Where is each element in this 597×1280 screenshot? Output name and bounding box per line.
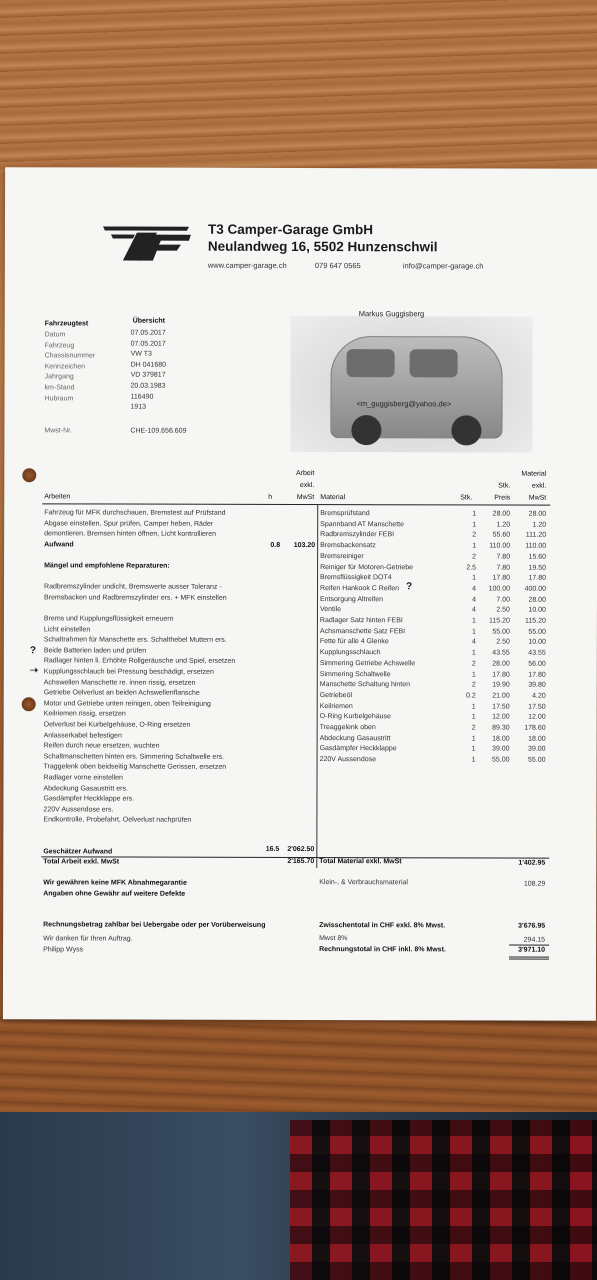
material-price: 43.55 (492, 649, 510, 657)
material-qty: 4 (472, 585, 477, 593)
vat-label: Mwst 8% (319, 935, 348, 943)
material-total: 110.00 (525, 542, 547, 550)
col-arbeit-3: MwSt (296, 493, 315, 502)
col-mat-1: Material (521, 470, 547, 478)
material-price: 18.00 (492, 735, 510, 743)
material-qty: 4 (471, 638, 476, 646)
work-line: Bremsbacken und Radbremszylinder ers. + MFK einstellen (43, 594, 227, 602)
col-arbeiten: Arbeiten (44, 493, 71, 501)
wood-table-top (0, 0, 597, 172)
work-line: Fahrzeug für MFK durchschauen, Bremstest auf Prüfstand (44, 509, 226, 517)
material-name: Spannband AT Manschette (320, 520, 405, 528)
material-price: 7.00 (496, 596, 510, 604)
material-name: Getriebeöl (319, 691, 353, 700)
punch-hole (22, 697, 36, 711)
company-website: www.camper-garage.ch (207, 260, 287, 270)
material-name: Keilriemen (319, 702, 353, 710)
work-line: Endkontrolle, Probefahrt, Oelverlust nachprüfen (43, 816, 192, 825)
material-total: 55.00 (528, 628, 546, 636)
work-amount: 103.20 (293, 541, 316, 549)
thanks-line: Wir danken für Ihren Auftrag. (43, 935, 133, 943)
vehicle-field-label: Chassisnummer (44, 352, 96, 360)
material-price: 100.00 (488, 585, 511, 593)
material-price: 7.80 (496, 553, 511, 561)
material-qty: 1 (471, 713, 476, 721)
van-photo (290, 316, 532, 453)
material-qty: 2 (471, 681, 476, 689)
material-total: 4.20 (532, 692, 546, 700)
wood-table-bottom (0, 1015, 597, 1115)
material-total: 39.00 (528, 745, 546, 754)
work-line: demontieren, Bremsen hinten öffnen, Licht kontrollieren (44, 530, 217, 538)
material-total: 115.20 (525, 617, 546, 625)
material-total: 43.55 (528, 649, 546, 657)
work-line: Licht einstellen (43, 625, 91, 634)
material-total: 28.00 (528, 510, 547, 518)
material-qty: 1 (471, 649, 476, 657)
small-material: 108.29 (523, 880, 546, 888)
col-preis-1: Stk. (498, 482, 511, 490)
header-rule (42, 503, 550, 505)
warranty-2: Angaben ohne Gewähr auf weitere Defekte (43, 890, 186, 898)
vehicle-field-label: Hubraum (44, 394, 74, 402)
estimated-amount: 2'062.50 (287, 845, 315, 854)
company-phone: 079 647 0565 (314, 261, 361, 271)
invoice-paper (3, 167, 597, 1021)
material-name: Radbremszylinder FEBI (320, 531, 395, 539)
work-line: Radbremszylinder undicht, Bremswerte ausser Toleranz - (44, 583, 222, 591)
handwritten-arrow: ➝ (29, 665, 39, 677)
material-name: Bremsbackensatz (320, 542, 376, 550)
material-total: 111.20 (525, 531, 547, 540)
col-mat-3: MwSt (528, 494, 547, 502)
vehicle-field-label: km-Stand (44, 384, 75, 392)
material-name: Achsmanschette Satz FEBI (319, 627, 406, 635)
vehicle-field-value: 1913 (130, 403, 147, 411)
material-total: 28.00 (528, 596, 546, 604)
material-qty: 2 (472, 531, 477, 539)
material-name: Bremsprüfstand (320, 510, 370, 518)
grand-total-label: Rechnungstotal in CHF inkl. 8% Mwst. (319, 946, 446, 954)
work-line: Keilriemen rissig, ersetzen (43, 710, 126, 718)
work-line: Motor und Getriebe unten reinigen, oben Teilreinigung (43, 700, 211, 708)
material-total: 15.60 (528, 553, 547, 561)
company-email: info@camper-garage.ch (402, 261, 484, 271)
material-name: Kupplungsschlauch (319, 649, 381, 657)
material-price: 19.90 (492, 681, 510, 689)
subtotal-label: Zwisschentotal in CHF exkl. 8% Mwst. (319, 922, 446, 930)
material-name: Abdeckung Gasaustritt (319, 734, 391, 742)
material-qty: 2 (471, 660, 476, 668)
material-qty: 1 (471, 670, 476, 678)
material-qty: 1 (471, 745, 476, 753)
warranty-1: Wir gewähren keine MFK Abnahmegarantie (43, 879, 187, 887)
vehicle-field-value: VW T3 (130, 350, 152, 358)
work-line: Gasdämpfer Heckklappe ers. (43, 795, 135, 803)
col-mat-2: exkl. (531, 482, 547, 490)
material-qty: 1 (472, 510, 477, 518)
material-total: 10.00 (528, 638, 546, 647)
material-price: 7.80 (496, 564, 511, 572)
vehicle-field-label: Datum (44, 331, 66, 339)
material-price: 2.50 (496, 606, 510, 614)
material-total: 56.00 (528, 660, 546, 668)
material-total: 1'402.95 (518, 859, 546, 867)
material-total: 55.00 (528, 756, 546, 764)
material-total: 39.80 (528, 681, 546, 689)
subtotal: 3'676.95 (518, 922, 546, 930)
material-price: 2.50 (496, 638, 510, 646)
estimated-label: Geschätzer Aufwand (43, 848, 113, 856)
material-name: Reiniger für Motoren-Getriebe (320, 563, 414, 571)
work-line: Beide Batterien laden und prüfen (43, 647, 147, 655)
material-name: Radlager Satz hinten FEBI (319, 617, 403, 625)
grand-rule-bottom-2 (509, 959, 549, 960)
material-name: Bremsreiniger (320, 552, 364, 560)
vehicle-field-label: Jahrgang (44, 373, 74, 381)
material-qty: 4 (472, 596, 476, 604)
material-qty: 1 (471, 756, 476, 764)
material-total: 1.20 (532, 521, 547, 529)
column-divider (316, 504, 318, 868)
company-name: T3 Camper-Garage GmbH (207, 221, 374, 238)
col-stk: Stk. (460, 494, 473, 502)
work-line: Brems und Kupplungsflüssigkeit erneuern (43, 615, 174, 623)
work-line: Achswellen Manschette re. innen rissig, ersetzen (43, 678, 196, 687)
material-total-label: Total Material exkl. MwSt (319, 858, 402, 866)
material-price: 12.00 (492, 713, 510, 721)
vehicle-section-value: Übersicht (132, 317, 166, 325)
work-line: Traggelenk oben beidseitig Manschette Gerissen, ersetzen (43, 763, 227, 772)
material-qty: 2.5 (466, 563, 477, 571)
material-total: 17.80 (528, 671, 546, 679)
work-line: Getriebe Oelverlust an beiden Achswellenflansche (43, 689, 200, 697)
material-qty: 1 (472, 542, 477, 550)
work-line: Schaltmanschetten hinten ers. Simmering Schaltwelle ers. (43, 753, 225, 761)
col-material: Material (320, 494, 346, 502)
small-material-label: Klein-, & Verbrauchsmaterial (319, 879, 408, 887)
material-price: 17.80 (492, 574, 511, 582)
vehicle-field-value: 07.05.2017 (130, 340, 166, 348)
vehicle-field-label: Fahrzeug (44, 341, 75, 350)
material-name: Simmering Getriebe Achswelle (319, 659, 416, 668)
vehicle-field-value: DH 041680 (130, 361, 167, 369)
material-qty: 2 (471, 724, 476, 732)
material-qty: 1 (471, 703, 476, 711)
customer-name: Markus Guggisberg (358, 309, 425, 319)
material-qty: 2 (472, 553, 477, 561)
material-price: 39.00 (492, 745, 510, 753)
material-name: Gasdämpfer Heckklappe (319, 745, 397, 753)
work-line: Aufwand (44, 541, 74, 549)
material-price: 28.00 (492, 660, 510, 668)
col-preis-2: Preis (494, 494, 511, 502)
material-name: 220V Aussendose (319, 756, 377, 764)
col-arbeit-1: Arbeit (296, 469, 315, 478)
vat-amount: 294.15 (523, 936, 546, 944)
company-address: Neulandweg 16, 5502 Hunzenschwil (207, 238, 438, 255)
material-name: Bremsflüssigkeit DOT4 (320, 574, 392, 582)
material-price: 55.60 (492, 531, 511, 539)
material-price: 115.20 (489, 617, 510, 625)
work-line: Radlager vorne einstellen (43, 774, 123, 782)
material-name: Ventile (319, 606, 341, 614)
material-total: 19.50 (528, 564, 547, 572)
material-total: 400.00 (524, 585, 547, 593)
material-qty: 1 (471, 628, 476, 636)
material-qty: 1 (472, 574, 477, 582)
work-line: Abdeckung Gasaustritt ers. (43, 784, 128, 793)
work-line: Anlasserkabel befestigen (43, 731, 122, 740)
material-qty: 1 (471, 735, 476, 743)
work-line: Radlager hinten li. Erhöhte Rollgeräusche und Spiel, ersetzen (43, 657, 236, 666)
material-total: 17.80 (528, 574, 547, 582)
col-h: h (268, 493, 273, 501)
material-name: Reifen Hankook C Reifen (320, 584, 400, 593)
vehicle-field-label: Kennzeichen (44, 363, 86, 371)
punch-hole (22, 468, 36, 482)
work-line: Mängel und empfohlene Reparaturen: (44, 562, 170, 570)
material-name: Simmering Schaltwelle (319, 670, 391, 678)
material-name: Entsorgung Altreifen (319, 595, 384, 603)
vat-number-value: CHE-109.656.609 (130, 427, 187, 435)
material-qty: 0.2 (465, 692, 476, 700)
material-price: 55.00 (492, 756, 510, 764)
work-total: 2'165.70 (287, 857, 315, 866)
material-qty: 1 (472, 617, 476, 625)
vehicle-section-label: Fahrzeugtest (44, 320, 89, 328)
customer-email: <m_guggisberg@yahoo.de> (356, 399, 452, 409)
material-name: Manschette Schaltung hinten (319, 681, 411, 689)
col-arbeit-2: exkl. (299, 481, 315, 490)
work-line: Abgase einstellen, Spur prüfen, Camper heben, Räder (44, 519, 214, 528)
material-total: 10.00 (528, 606, 546, 614)
work-line: Reifen durch neue ersetzen, wuchten (43, 742, 160, 750)
grand-rule-bottom-1 (509, 957, 549, 958)
material-total: 12.00 (528, 713, 546, 721)
grand-total: 3'971.10 (518, 946, 546, 954)
material-total: 17.50 (528, 703, 546, 711)
work-line: 220V Aussendose ers. (43, 806, 114, 814)
company-logo (97, 222, 193, 264)
vehicle-field-value: 116490 (130, 393, 154, 401)
material-price: 1.20 (496, 521, 511, 529)
vehicle-field-value: 07.05.2017 (130, 329, 166, 337)
vehicle-field-value: VD 379817 (130, 371, 166, 380)
material-total: 18.00 (528, 735, 546, 743)
material-price: 110.00 (489, 542, 511, 550)
work-hours: 0.8 (270, 541, 281, 549)
work-line: Kupplungsschlauch bei Pressung beschädigt, ersetzen (43, 668, 214, 676)
material-price: 21.00 (492, 692, 510, 700)
grand-rule-top (509, 945, 549, 946)
estimated-h: 16.5 (265, 845, 280, 853)
material-qty: 4 (472, 606, 476, 614)
material-name: Fette für alle 4 Glenke (319, 638, 389, 646)
material-total: 178.60 (524, 724, 546, 732)
material-name: Treaggelenk oben (319, 724, 376, 732)
material-price: 17.50 (492, 703, 510, 711)
work-line: Schaltrahmen für Manschette ers. Schalthebel Muttern ers. (43, 636, 227, 644)
work-total-label: Total Arbeit exkl. MwSt (43, 858, 120, 866)
vehicle-field-value: 20.03.1983 (130, 382, 166, 390)
material-name: O-Ring Kurbelgehäuse (319, 713, 391, 721)
work-line: Oelverlust bei Kurbelgehäuse, O-Ring ersetzen (43, 721, 191, 729)
material-price: 55.00 (492, 628, 510, 636)
plaid-shirt (290, 1120, 597, 1280)
material-price: 28.00 (492, 510, 511, 518)
material-price: 17.80 (492, 671, 510, 679)
signature: Philipp Wyss (43, 946, 84, 954)
van-illustration (330, 336, 502, 438)
payment-terms: Rechnungsbetrag zahlbar bei Uebergabe oder per Vorüberweisung (43, 921, 266, 929)
material-qty: 1 (472, 521, 477, 529)
handwritten-question: ? (406, 581, 413, 593)
vat-number-label: Mwst-Nr. (44, 427, 73, 435)
handwritten-question: ? (29, 645, 36, 657)
material-price: 89.30 (492, 724, 510, 732)
